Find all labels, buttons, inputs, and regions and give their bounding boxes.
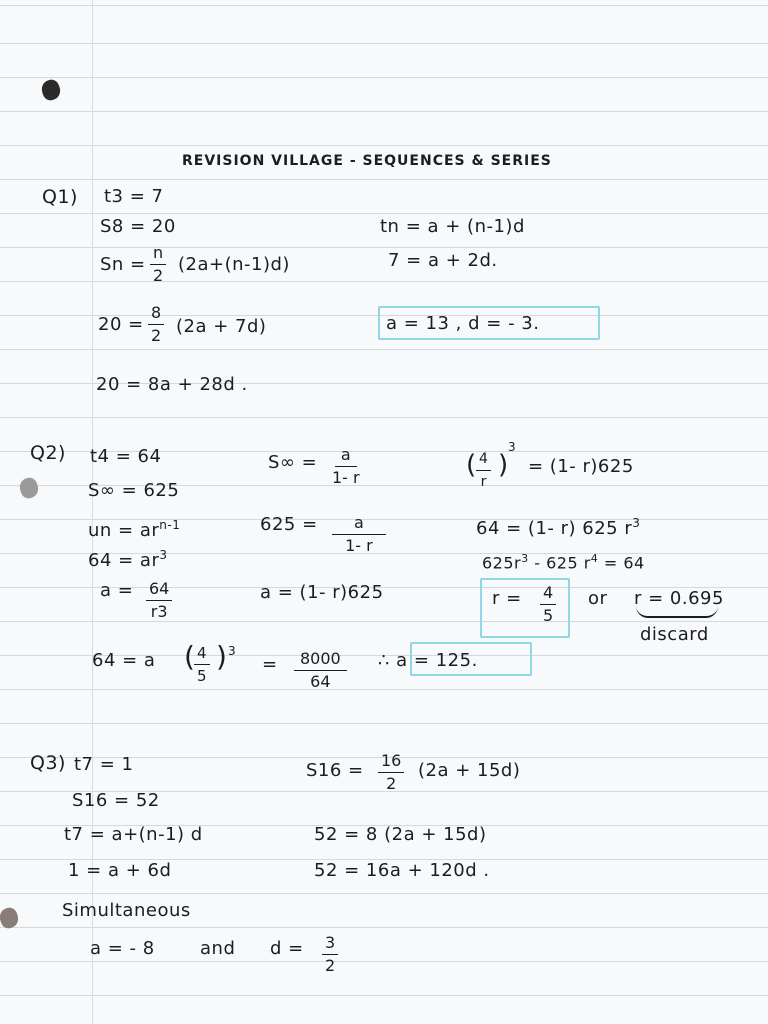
q2-line-6-equals: = [262, 654, 278, 675]
q2-right-line-3 [482, 548, 645, 574]
q2-line-4-exponent: 3 [159, 548, 168, 562]
q2-mid-line-1-lhs: S∞ = [268, 452, 318, 473]
q2-mid-line-1-fraction [332, 446, 360, 487]
fraction-denominator: 1- r [332, 468, 360, 487]
q2-right-line-4-or: or [588, 588, 608, 609]
q2-line-6-exponent: 3 [228, 644, 237, 658]
fraction-denominator: 2 [151, 326, 162, 345]
q1-line-3-rhs: (2a+(n-1)d) [178, 254, 290, 275]
fraction-numerator: a [335, 446, 357, 467]
q2-right-line-4-alt: r = 0.695 [634, 588, 724, 609]
binder-hole-mark [39, 78, 63, 103]
q3-line-2: S16 = 52 [72, 790, 160, 811]
q2-answer: ∴ a = 125. [378, 650, 478, 671]
q1-line-3-fraction [150, 244, 166, 285]
q3-right-line-1-rhs: (2a + 15d) [418, 760, 521, 781]
q3-line-3: t7 = a+(n-1) d [64, 824, 203, 845]
q2-right-line-1-fraction [476, 450, 491, 491]
fraction-numerator: 16 [378, 752, 404, 773]
fraction-denominator: 2 [325, 956, 336, 975]
fraction-numerator: 8 [148, 304, 164, 325]
q3-right-line-2: 52 = 8 (2a + 15d) [314, 824, 487, 845]
q2-right-line-2-text: 64 = (1- r) 625 r [476, 518, 633, 539]
fraction-denominator: 1- r [345, 536, 373, 555]
q1-answer: a = 13 , d = - 3. [386, 313, 540, 334]
q2-right-line-3-exponent-a: 3 [521, 552, 529, 565]
q2-right-line-1-rhs: = (1- r)625 [528, 456, 634, 477]
q3-answer-and: and [200, 938, 236, 959]
q2-right-line-4-fraction [540, 584, 556, 625]
fraction-numerator: a [332, 514, 386, 535]
q2-right-paren-close: ) [498, 450, 509, 480]
q3-answer-d-fraction [322, 934, 338, 975]
fraction-denominator: 64 [310, 672, 331, 691]
q3-answer-d: d = [270, 938, 304, 959]
q1-line-1: t3 = 7 [104, 186, 164, 207]
q2-line-3 [88, 514, 180, 542]
binder-hole-mark [17, 476, 41, 501]
q3-right-line-1-fraction [378, 752, 404, 793]
q2-mid-line-2-fraction [332, 514, 386, 555]
fraction-numerator: 4 [476, 450, 491, 471]
q2-line-4-text: 64 = ar [88, 550, 160, 571]
q2-right-line-4-lhs: r = [492, 588, 522, 609]
q2-mid-line-3: a = (1- r)625 [260, 582, 384, 603]
q2-line-5-fraction [146, 580, 172, 621]
q1-line-2: S8 = 20 [100, 216, 176, 237]
q3-answer-a: a = - 8 [90, 938, 155, 959]
q1-line-4-fraction [148, 304, 164, 345]
q3-simultaneous-label: Simultaneous [62, 900, 191, 921]
q2-line-5-lhs: a = [100, 580, 134, 601]
fraction-denominator: r3 [150, 602, 168, 621]
q2-line-1: t4 = 64 [90, 446, 162, 467]
q2-right-line-3-part-b: - 625 r [534, 553, 591, 573]
binder-hole-mark [0, 906, 21, 931]
fraction-numerator: 4 [194, 644, 210, 665]
fraction-numerator: 64 [146, 580, 172, 601]
q3-label: Q3) [30, 752, 66, 774]
fraction-numerator: 8000 [294, 650, 347, 671]
q2-line-3-exponent: n-1 [159, 518, 181, 532]
fraction-denominator: 2 [152, 266, 164, 285]
q2-mid-line-2-lhs: 625 = [260, 514, 318, 535]
q2-label: Q2) [30, 442, 66, 464]
q1-label: Q1) [42, 186, 78, 208]
q1-line-4-rhs: (2a + 7d) [176, 316, 267, 337]
q2-line-2: S∞ = 625 [88, 480, 180, 501]
q1-line-5: 20 = 8a + 28d . [96, 374, 248, 395]
fraction-numerator: 3 [322, 934, 338, 955]
fraction-denominator: 5 [197, 667, 207, 685]
q2-line-6-paren-open: ( [184, 640, 196, 673]
q2-right-paren-open: ( [466, 450, 477, 480]
q2-right-line-3-exponent-b: 4 [590, 552, 599, 565]
q3-right-line-1-lhs: S16 = [306, 760, 364, 781]
fraction-numerator: n [150, 244, 166, 265]
q1-right-line-1: tn = a + (n-1)d [380, 216, 525, 237]
q1-line-3-lhs: Sn = [100, 254, 146, 275]
q3-right-line-3: 52 = 16a + 120d . [314, 860, 490, 881]
q2-right-line-2 [476, 512, 640, 540]
q1-right-line-2: 7 = a + 2d. [388, 250, 498, 271]
q3-line-4: 1 = a + 6d [68, 860, 172, 881]
q2-line-6-fraction [194, 644, 210, 685]
fraction-denominator: r [480, 474, 487, 490]
q3-line-1: t7 = 1 [74, 754, 134, 775]
q2-right-line-2-exponent: 3 [632, 516, 641, 530]
discard-brace [636, 606, 718, 618]
q2-line-6-result-fraction [294, 650, 347, 691]
page-title: REVISION VILLAGE - SEQUENCES & SERIES [182, 153, 552, 169]
q2-discard-note: discard [640, 624, 709, 645]
q2-right-line-1-exponent: 3 [508, 440, 517, 454]
q2-line-6-paren-close: ) [216, 640, 228, 673]
fraction-numerator: 4 [540, 584, 556, 605]
q2-line-3-text: un = ar [88, 520, 160, 541]
q1-line-4-lhs: 20 = [98, 314, 144, 335]
fraction-denominator: 5 [543, 606, 554, 625]
q2-line-6-lhs: 64 = a [92, 650, 156, 671]
q2-right-line-3-part-c: = 64 [603, 553, 645, 573]
q2-line-4 [88, 544, 168, 572]
q2-right-line-3-part-a: 625r [482, 553, 522, 573]
fraction-denominator: 2 [386, 774, 397, 793]
